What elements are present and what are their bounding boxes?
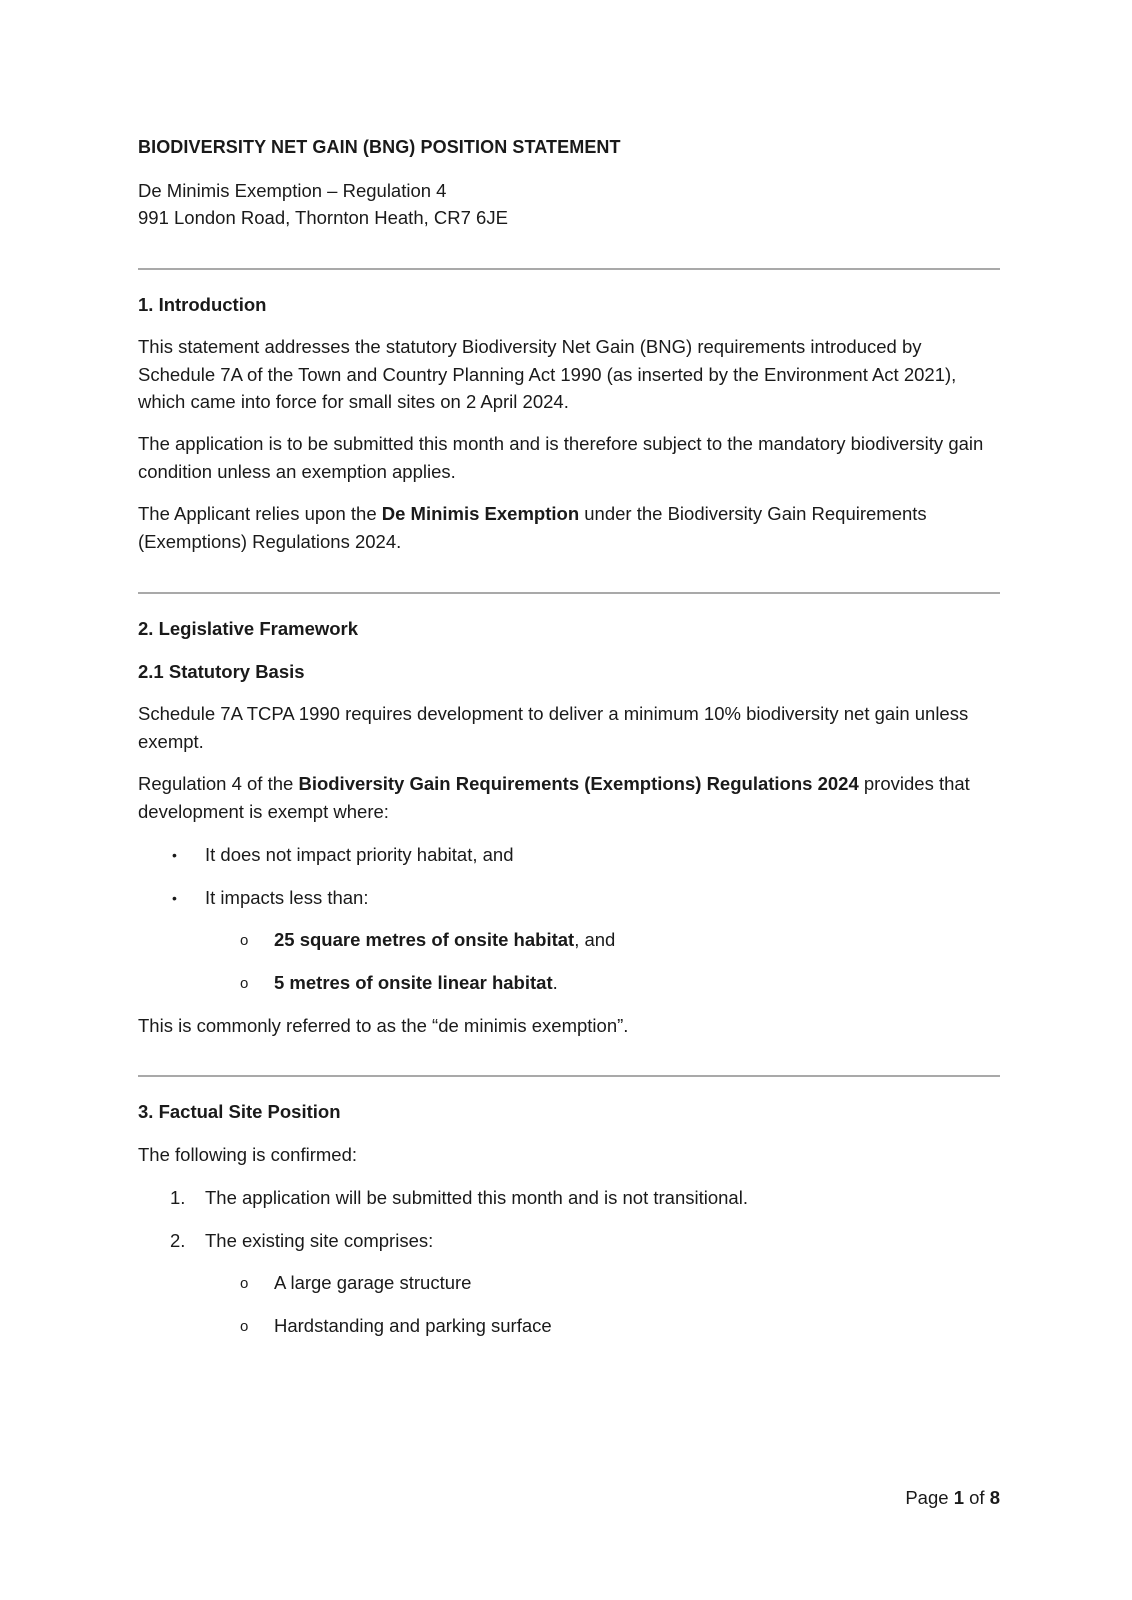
document-title: BIODIVERSITY NET GAIN (BNG) POSITION STATEMENT xyxy=(138,137,621,157)
sub-bullet-item xyxy=(274,926,615,953)
sub-bullet-marker: o xyxy=(240,1275,249,1292)
paragraph-text: provides that development is exempt where: xyxy=(138,773,970,822)
page-total: 8 xyxy=(989,1487,1000,1508)
page-current: 1 xyxy=(953,1487,964,1508)
section-1-paragraph-1: This statement addresses the statutory Biodiversity Net Gain (BNG) requirements introduced by Schedule 7A of the Town and Country Planning Act 1990 (as inserted by the Environment Act 2021), which came into force for small sites on 2 April 2024. xyxy=(138,336,957,412)
numbered-item: The application will be submitted this month and is not transitional. xyxy=(205,1187,748,1208)
sub-bullet-bold-text: 5 metres of onsite linear habitat xyxy=(274,972,553,993)
numbered-item: The existing site comprises: xyxy=(205,1230,434,1251)
bullet-marker: • xyxy=(172,847,177,863)
section-1-paragraph-2: The application is to be submitted this month and is therefore subject to the mandatory biodiversity gain condition unless an exemption applies. xyxy=(138,433,984,482)
section-2-subheading: 2.1 Statutory Basis xyxy=(138,661,305,682)
section-1-heading: 1. Introduction xyxy=(138,294,267,315)
section-1-paragraph-3 xyxy=(138,500,1000,555)
sub-bullet-marker: o xyxy=(240,1318,249,1335)
subtitle-exemption: De Minimis Exemption – Regulation 4 xyxy=(138,180,447,201)
sub-bullet-marker: o xyxy=(240,932,249,949)
section-2-paragraph-2 xyxy=(138,770,1000,825)
sub-bullet-text: , and xyxy=(574,929,616,950)
paragraph-text: under the Biodiversity Gain Requirements (Exemptions) Regulations 2024. xyxy=(138,503,927,552)
paragraph-bold-text: Biodiversity Gain Requirements (Exemptions) Regulations 2024 xyxy=(298,773,859,794)
page-of-label: of xyxy=(963,1487,990,1508)
paragraph-text: The Applicant relies upon the xyxy=(138,503,382,524)
sub-list-item: Hardstanding and parking surface xyxy=(274,1315,552,1336)
section-2-paragraph-1: Schedule 7A TCPA 1990 requires development to deliver a minimum 10% biodiversity net gain unless exempt. xyxy=(138,703,969,752)
bullet-item: It impacts less than: xyxy=(205,887,369,908)
paragraph-text: Regulation 4 of the xyxy=(138,773,299,794)
sub-bullet-text: . xyxy=(552,972,558,993)
bullet-marker: • xyxy=(172,890,177,906)
bullet-item: It does not impact priority habitat, and xyxy=(205,844,514,865)
section-divider xyxy=(138,1075,1000,1077)
section-divider xyxy=(138,268,1000,270)
section-3-intro: The following is confirmed: xyxy=(138,1144,358,1165)
paragraph-bold-text: De Minimis Exemption xyxy=(381,503,580,524)
sub-bullet-marker: o xyxy=(240,975,249,992)
section-2-paragraph-3: This is commonly referred to as the “de minimis exemption”. xyxy=(138,1015,629,1036)
section-3-heading: 3. Factual Site Position xyxy=(138,1101,341,1122)
sub-list-item: A large garage structure xyxy=(274,1272,472,1293)
sub-bullet-bold-text: 25 square metres of onsite habitat xyxy=(274,929,575,950)
page-label: Page xyxy=(905,1487,954,1508)
page-number xyxy=(905,1487,1000,1509)
section-divider xyxy=(138,592,1000,594)
section-2-heading: 2. Legislative Framework xyxy=(138,618,359,639)
subtitle-address: 991 London Road, Thornton Heath, CR7 6JE xyxy=(138,207,508,228)
numbered-marker: 1. xyxy=(170,1187,186,1208)
sub-bullet-item xyxy=(274,969,558,996)
numbered-marker: 2. xyxy=(170,1230,186,1251)
